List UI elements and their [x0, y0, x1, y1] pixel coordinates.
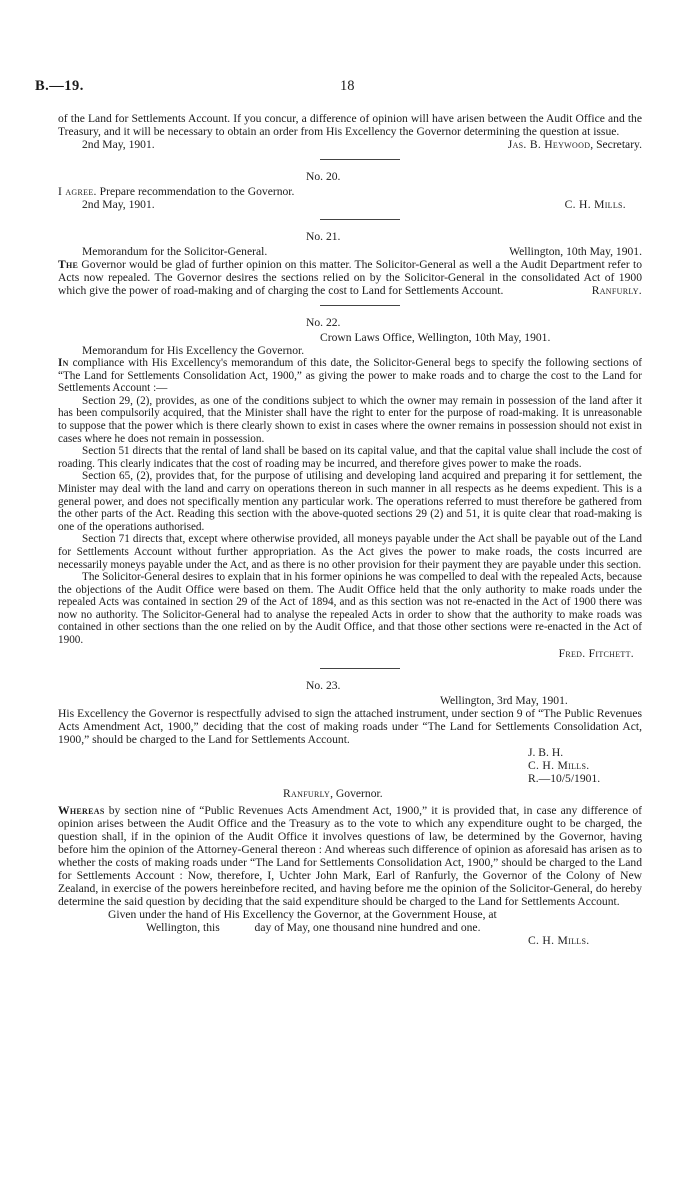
no23-paragraph: His Excellency the Governor is respectfully advised to sign the attached instrument, under section 9 of “The Public Revenues Acts Amendment Act, 1900,” deciding that the cost of making roads under “The Land for Settlements Consolidation Act, 1900,” should be charged to the Land for Settlements Account. [58, 706, 642, 746]
section-number-21: No. 21. [306, 230, 341, 243]
section-divider [320, 668, 400, 669]
no22-paragraph-3: Section 51 directs that the rental of land shall be based on its capital value, and that the capital value shall include the cost of roading. This clearly indicates that the cost of roading may be incurred, and therefore gives power to make the roads. [58, 445, 642, 470]
no20-paragraph: I agree. Prepare recommendation to the Governor. [58, 185, 295, 198]
no23-place-date: Wellington, 3rd May, 1901. [440, 693, 568, 707]
intro-signoff [58, 138, 642, 151]
no22-paragraph-4: Section 65, (2), provides that, for the purpose of utilising and developing land acquired and preparing it for settlement, the Minister may deal with the land and carry on operations thereon in such manner in all respects as he deems expedient. This is a general power, and does not specifically mention any particular work. The operations referred to must therefore be gathered from the other parts of the Act. Reading this section with the above-quoted sections 29 (2) and 51, it is quite clear that road-making is one of the operations authorised. [58, 470, 642, 533]
no22-signature-row [58, 647, 642, 660]
given-line-1: Given under the hand of His Excellency the Governor, at the Government House, at [108, 907, 497, 921]
document-reference: B.—19. [35, 78, 84, 94]
whereas-paragraph: Whereas by section nine of “Public Revenues Acts Amendment Act, 1900,” it is provided that, in case any difference of opinion arises between the Audit Office and the Treasury as to the vote to which any expenditure ought to be charged, the question shall, if in the opinion of the Audit Office it involves questions of law, be determined by the Governor, having before him the opinion of the Attorney-General thereon : And whereas such difference of opinion as aforesaid has arisen as to whether the costs of making roads under “The Land for Settlements Consolidation Act, 1900,” should be charged to the Land for Settlements Account : Now, therefore, I, Uchter John Mark, Earl of Ranfurly, the Governor of the Colony of New Zealand, in exercise of the powers hereinbefore recited, and having before me the opinion of the Solicitor-General, do hereby determine the said question by deciding that the said expenditure should be charged to the Land for Settlements Account. [58, 803, 642, 908]
intro-date: 2nd May, 1901. [82, 138, 155, 151]
section-number-20: No. 20. [306, 170, 341, 183]
intro-paragraph: of the Land for Settlements Account. If you concur, a difference of opinion will have arisen between the Audit Office and the Treasury, and it will be necessary to obtain an order from His Excellency the Governor determining the question at issue. [58, 112, 642, 138]
section-divider [320, 305, 400, 306]
section-divider [320, 159, 400, 160]
page-number: 18 [340, 78, 355, 94]
section-number-22: No. 22. [306, 316, 341, 329]
no22-paragraph-1: In compliance with His Excellency's memorandum of this date, the Solicitor-General begs to specify the following sections of “The Land for Settlements Consolidation Act, 1900,” as giving the power to make roads and to charge the cost to the Land for Settlements Account :— [58, 357, 643, 395]
no22-paragraph-5: Section 71 directs that, except where otherwise provided, all moneys payable under the Act shall be payable out of the Land for Settlements Account without further appropriation. As the Act gives the power to make roads, the costs incurred are necessarily moneys payable under the Act, and as there is no other provision for their payment they are payable under this section. [58, 533, 642, 571]
no23-signature: C. H. Mills. [528, 758, 590, 772]
final-signature-block [58, 934, 642, 947]
no23-initials: J. B. H. [528, 745, 564, 759]
section-divider [320, 219, 400, 220]
governor-line: Ranfurly, Governor. [283, 786, 383, 800]
given-line-2: Wellington, this day of May, one thousand nine hundred and one. [146, 920, 481, 934]
no20-date: 2nd May, 1901. [82, 198, 155, 211]
no23-recorded: R.—10/5/1901. [528, 771, 601, 785]
no22-signature: Fred. Fitchett. [558, 646, 634, 660]
no21-place-date: Wellington, 10th May, 1901. [509, 245, 642, 258]
page-header [35, 80, 640, 102]
no21-paragraph: The Governor would be glad of further opinion on this matter. The Solicitor-General as well a the Audit Department refer to Acts now repealed. The Governor desires the sections relied on by the Solicitor-General in the consolidated Act of 1900 which give the power of road-making and of charging the cost to Land for Settlements Account. [58, 258, 642, 297]
final-signature: C. H. Mills. [528, 933, 590, 947]
no22-memorandum [58, 357, 642, 647]
no22-addressee: Memorandum for His Excellency the Governor. [82, 344, 305, 357]
no22-paragraph-2: Section 29, (2), provides, as one of the conditions subject to which the owner may remain in possession of the land after it has been compulsorily acquired, that the Minister shall have the right to enter for the purpose of road-making. It is unreasonable to suppose that the power which is there clearly shown to exist in cases where the owner remains in possession should not exist in cases where he does not remain in possession. [58, 394, 642, 445]
no21-heading [58, 245, 642, 258]
no23-signature-block [58, 746, 642, 785]
no21-signature: Ranfurly. [591, 284, 642, 297]
no20-signoff [58, 198, 642, 211]
intro-signature: Jas. B. Heywood, Secretary. [507, 138, 642, 151]
no20-signature: C. H. Mills. [564, 198, 626, 211]
no22-paragraph-6: The Solicitor-General desires to explain that in his former opinions he was compelled to deal with the repealed Acts, because the objections of the Audit Office were based on them. The Audit Office held that the only authority to make roads under the repealed Acts was contained in section 29 of the Act of 1894, and as this section was not re-enacted in the Act of 1900 there was now no authority. The Solicitor-General had to analyse the repealed Acts in order to show that the authority to make roads was contained in other sections than the one relied on by the Audit Office, and that those other sections were re-enacted in the Act of 1900. [58, 571, 642, 647]
no21-addressee: Memorandum for the Solicitor-General. [82, 245, 268, 258]
section-number-23: No. 23. [306, 678, 341, 692]
document-body [58, 112, 642, 947]
no22-place-date: Crown Laws Office, Wellington, 10th May, 1901. [320, 331, 551, 344]
